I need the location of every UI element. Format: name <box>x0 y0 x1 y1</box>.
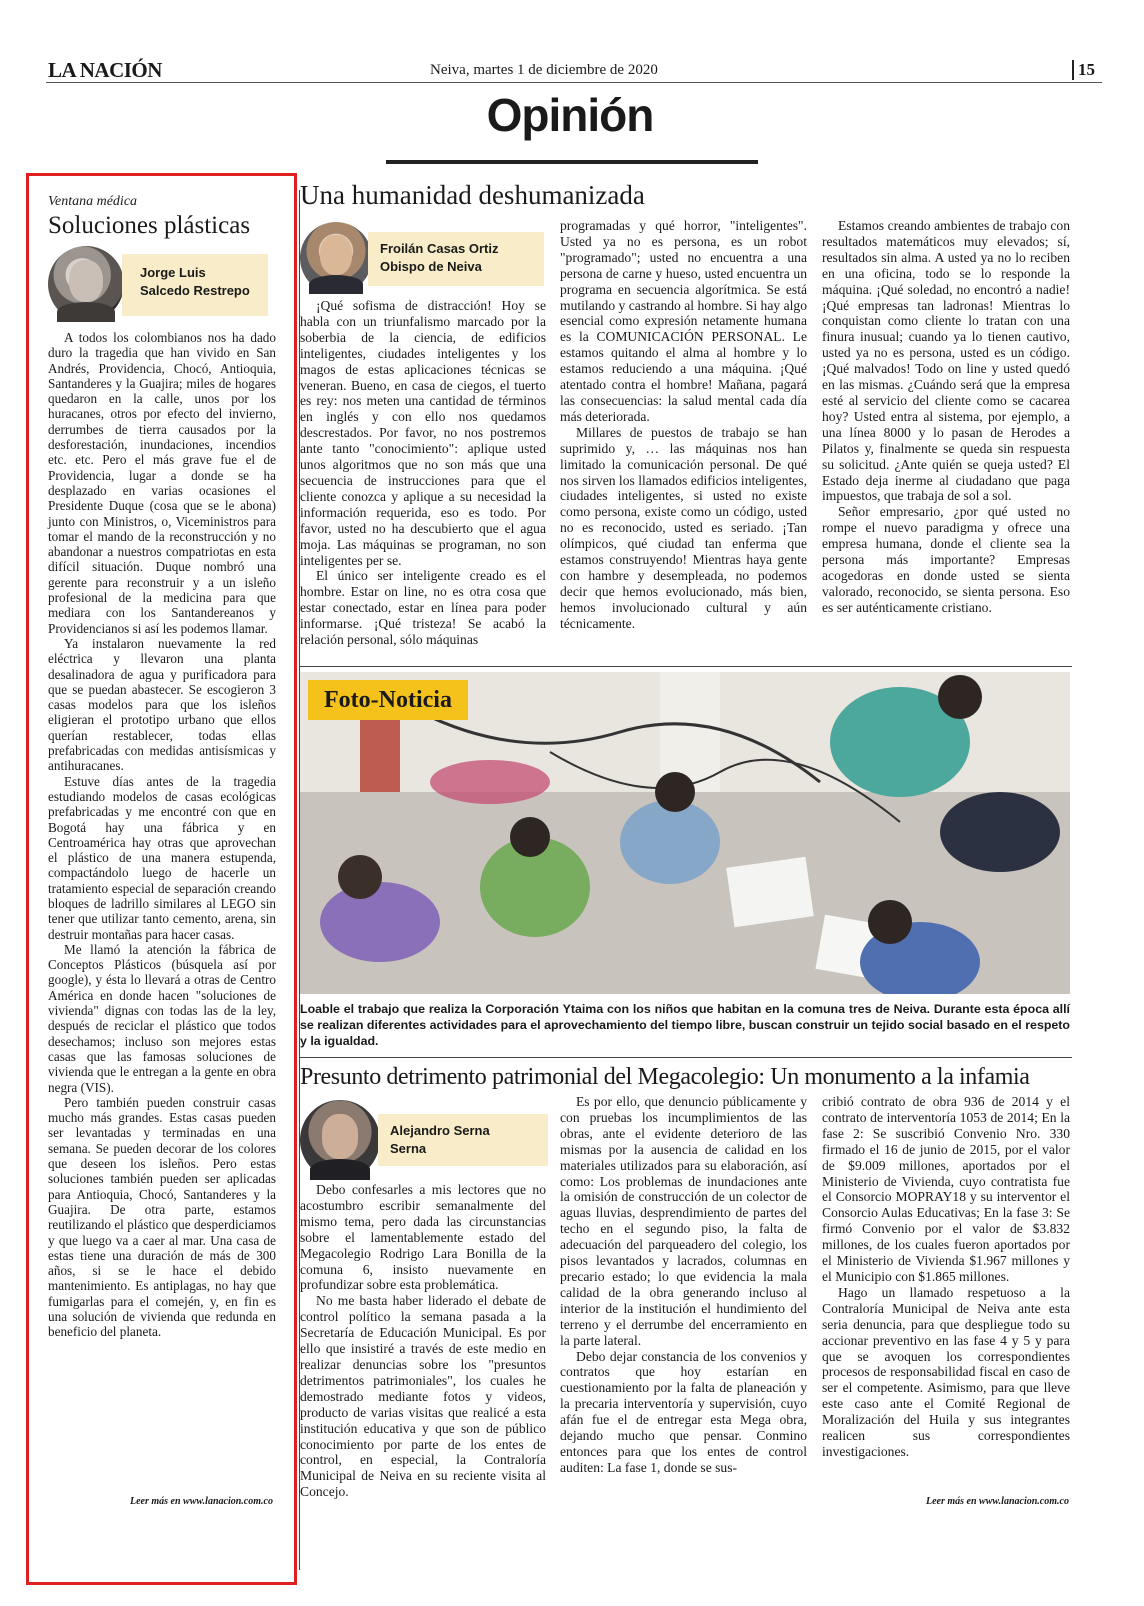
paragraph: Ya instalaron nuevamente la red eléctrica y llevaron una planta desalinadora de agua y purificadora para que se puedan abastecer. Se escogieron 3 casas modelos para que los isleños eligieran el prototipo urbano que ellos querían restablecer, todas ellas prefabricadas con medidas antisísmicas y antihuracanes. <box>48 635 276 774</box>
paragraph: Es por ello, que denuncio públicamente y con pruebas los incumplimientos de las obras, ante el evidente deterioro de las mismas por la ausencia de calidad en los materiales utilizados para su elaboración, así como: Los problemas de inundaciones ante la omisión de construcción de un colector de aguas lluvias, desprendimiento de partes del techo en el segundo piso, la falta de adecuación del parqueadero del colegio, los pisos levantados y lacrados, columnas en precario estado; lo que evidencia la mala calidad de la obra generando incluso al interior de la institución el hundimiento del terreno y el derrumbe del encerramiento en la parte lateral. <box>560 1094 807 1348</box>
article-title: Soluciones plásticas <box>48 212 251 239</box>
article-body <box>300 1182 546 1500</box>
article-title: Presunto detrimento patrimonial del Megacolegio: Un monumento a la infamia <box>300 1064 1030 1090</box>
read-more-link[interactable]: Leer más en www.lanacion.com.co <box>926 1496 1069 1507</box>
author-photo-icon <box>48 246 124 322</box>
news-photo <box>300 672 1070 994</box>
paragraph: Hago un llamado respetuoso a la Contraloría Municipal de Neiva ante esta seria denuncia, para que despliegue todo su accionar preventivo en las fase 4 y 5 y para que se avoquen los correspondientes procesos de responsabilidad fiscal en caso de ser el competente. Asimismo, para que lleve este caso ante el Comité Regional de Moralización del Huila y sus integrantes realicen sus correspondientes investigaciones. <box>822 1284 1070 1459</box>
article-body <box>822 218 1070 616</box>
paragraph: Debo dejar constancia de los convenios y contratos que hoy estarían en cuestionamiento por la falta de planeación y la precaria interventoría y supervisión, cuyo afán fue el de entregar esta Mega obra, dejando mucho que pensar. Conmino entonces para que los entes de control auditen: La fase 1, donde se sus- <box>560 1348 807 1475</box>
paragraph: Millares de puestos de trabajo se han suprimido y, … las máquinas nos han limitado la comunicación personal. De qué nos sirven los llamados edificios inteligentes, ciudades inteligentes, si usted no existe como persona, existe como un código, usted no es reconocido, usted es seriado. ¡Tan olímpicos, qué ciudad tan enferma que estamos construyendo! Mientras haya gente con hambre y desempleada, no podemos decir que hemos evolucionado, más bien, hemos involucionado cultural y aún técnicamente. <box>560 424 807 631</box>
section-rule <box>300 1057 1072 1058</box>
paragraph: ¡Qué sofisma de distracción! Hoy se habla con un triunfalismo marcado por la soberbia de la ciencia, de edificios inteligentes, ciudades inteligentes y los magos de estas aplicaciones técnicas se veneran. Bueno, en casa de ciegos, el tuerto es rey: nos meten una cantidad de términos en inglés y con ello nos quedamos descrestados. Por favor, no nos postremos ante tanto "conocimiento": aplique usted unos algoritmos que no son más que una secuencia de instrucciones para que el cliente conozca y aplique a su necesidad la información requerida, eso es todo. Por favor, usted no ha descubierto que el agua moja. Las máquinas se programan, no son inteligentes per se. <box>300 298 546 568</box>
masthead-logo: LA NACIÓN <box>48 58 162 82</box>
section-title: Opinión <box>486 89 654 141</box>
author-photo-icon <box>300 222 372 294</box>
read-more-link[interactable]: Leer más en www.lanacion.com.co <box>130 1496 273 1507</box>
paragraph: Pero también pueden construir casas mucho más grandes. Estas casas pueden ser levantadas y terminadas en una semana. Se pueden decorar de los colores que deseen los isleños. Pero estas soluciones también pueden ser aplicadas para Antioquia, Chocó, Santanderes y la Guajira. De otra parte, estamos reutilizando el plástico que desperdiciamos y que luego va a caer al mar. Una casa de estas tiene una duración de más de 300 años, si se le hace el debido mantenimiento. Es antiplagas, no hay que fumigarlas para el comején, y, en fin es una solución de vivienda que redunda en beneficio del planeta. <box>48 1094 276 1340</box>
author-name: Froilán Casas Ortiz <box>380 241 499 256</box>
author-photo-icon <box>300 1100 380 1180</box>
author-surname: Salcedo Restrepo <box>140 283 250 298</box>
author-title: Obispo de Neiva <box>380 259 482 274</box>
section-rule <box>300 666 1072 667</box>
foto-noticia-tag: Foto-Noticia <box>308 680 468 720</box>
page-number: 15 <box>1072 60 1095 80</box>
header-rule <box>46 82 1102 83</box>
paragraph: Estuve días antes de la tragedia estudiando modelos de casas ecológicas prefabricadas y me encontré con que en Bogotá hay una fábrica y en Centroamérica hay otras que aprovechan el plástico de una manera estupenda, compactándolo luego de hacerle un tratamiento especial de separación creando bloques de ladrillo similares al LEGO sin tener que utilizar tanto cemento, arena, sin destruir montañas para hacer casas. <box>48 773 276 942</box>
article-body <box>48 330 276 1340</box>
author-box <box>122 254 268 316</box>
paragraph: No me basta haber liderado el debate de control político la semana pasada a la Secretaría de Educación Municipal. Es por ello que insistiré a través de este medio en realizar denuncias sobre los "presuntos detrimentos patrimoniales", los cuales he demostrado mediante fotos y videos, producto de varias visitas que realicé a esta institución educativa y que son de público conocimiento por parte de los entes de control, en especial, la Contraloría Municipal de Neiva en su reciente visita al Concejo. <box>300 1293 546 1500</box>
paragraph: A todos los colombianos nos ha dado duro la tragedia que han vivido en San Andrés, Providencia, Chocó, Antioquia, Santanderes y la Guajira; miles de hogares quedaron en la calle, unos por los huracanes, otros por efecto del invierno, derrumbes de tierra causados por la desforestación, inundaciones, incendios etc. etc. Pero el más grave fue el de Providencia, lugar a donde se ha desplazado en varias ocasiones el Presidente Duque (cosa que se le abona) junto con Ministros, o, Viceministros para tomar el mando de la reconstrucción y no abandonar a nuestros compatriotas en esta difícil situación. Duque nombró una gerente para reconstruir y a un isleño profesional de la medicina para que mediara con los Santandereanos y Providencianos si así les podemos llamar. <box>48 330 276 636</box>
article-title: Una humanidad deshumanizada <box>300 180 645 210</box>
author-name: Alejandro Serna <box>390 1123 490 1138</box>
paragraph: Señor empresario, ¿por qué usted no rompe el nuevo paradigma y ofrece una empresa humana, donde el cliente sea la persona más importante? Empresas acogedoras en donde usted se sienta valorado, reconocido, se sienta persona. Eso es ser auténticamente cristiano. <box>822 504 1070 615</box>
column-kicker: Ventana médica <box>48 194 138 209</box>
paragraph: programadas y qué horror, "inteligentes". Usted ya no es persona, es un robot "programado"; usted no encuentra a una persona de carne y hueso, usted encuentra un programa en secuencia algorítmica. Se está mutilando y castrando al hombre. Si hay algo esencial como expresión netamente humana es la COMUNICACIÓN PERSONAL. Le estamos quitando el alma al hombre y lo estamos reduciendo a una máquina. ¡Qué atentado contra el hombre! Mañana, pagará las consecuencias: la salud mental cada día más deteriorada. <box>560 218 807 424</box>
paragraph: Me llamó la atención la fábrica de Conceptos Plásticos (búsquela así por google), y ésta lo llevará a otras de Centro América en donde hacen "soluciones de vivienda" dignas con todas las de la ley, después de reciclar el plástico que todos desechamos; incluso son mejores estas casas que las famosas soluciones de vivienda que le entregan a la gente en obra negra (VIS). <box>48 941 276 1095</box>
photo-caption: Loable el trabajo que realiza la Corporación Ytaima con los niños que habitan en la comuna tres de Neiva. Durante esta época allí se realizan diferentes actividades para el aprovechamiento del tiempo libre, buscan construir un tejido social basado en el respeto y la igualdad. <box>300 1002 1070 1048</box>
article-body <box>822 1094 1070 1460</box>
section-underline <box>386 160 758 164</box>
photo-scene-icon <box>300 672 1070 994</box>
article-body <box>300 298 546 648</box>
author-box <box>378 1114 548 1166</box>
paragraph: El único ser inteligente creado es el hombre. Estar on line, no es otra cosa que estar conectado, estar en línea para poder informarse. ¡Qué tristeza! Se acabó la relación personal, sólo máquinas <box>300 568 546 648</box>
article-body <box>560 218 807 632</box>
author-surname: Serna <box>390 1141 427 1156</box>
article-body <box>560 1094 807 1476</box>
dateline: Neiva, martes 1 de diciembre de 2020 <box>430 62 658 78</box>
paragraph: Debo confesarles a mis lectores que no acostumbro escribir semanalmente del mismo tema, pero dada las circunstancias sobre el lamentablemente estado del Megacolegio Rodrigo Lara Bonilla de la comuna 6, insisto nuevamente en profundizar sobre esta problemática. <box>300 1182 546 1293</box>
author-name: Jorge Luis <box>140 265 206 280</box>
paragraph: Estamos creando ambientes de trabajo con resultados matemáticos muy elevados; sí, resultados sin alma. A usted ya no lo reciben en una oficina, todo se lo responde la máquina. ¡Qué soledad, no encontró a nadie! ¡Qué empresas tan ladronas! Mientras lo conquistan como cliente lo tratan con una finura inusual; cuando ya lo tienen cautivo, usted ya no es persona, usted es un código. ¡Qué malvados! Todo on line y usted quedó en las mismas. ¿Cuándo será que la empresa esté al servicio del cliente como se cacarea hoy? Usted entra al sistema, por ejemplo, a una línea 8000 y lo pasan de Herodes a Pilatos y, finalmente se queda sin respuesta su solicitud. ¿Ante quién se queja usted? El Estado deja inerme al ciudadano que paga impuestos, que trabaja de sol a sol. <box>822 218 1070 504</box>
author-box <box>368 232 544 286</box>
paragraph: cribió contrato de obra 936 de 2014 y el contrato de interventoría 1053 de 2014; En la fase 2: Se suscribió Convenio Nro. 330 firmado el 16 de junio de 2015, por el valor de $9.009 millones, aportados por el Ministerio de Vivienda, cuyo contratista fue el Consorcio MOPRAY18 y su interventor el Consorcio Aulas Educativas; En la fase 3: Se firmó Convenio por el valor de $3.832 millones, de los cuales fueron aportados por el Ministerio de Vivienda $1.967 millones y el Municipio con $1.865 millones. <box>822 1094 1070 1284</box>
